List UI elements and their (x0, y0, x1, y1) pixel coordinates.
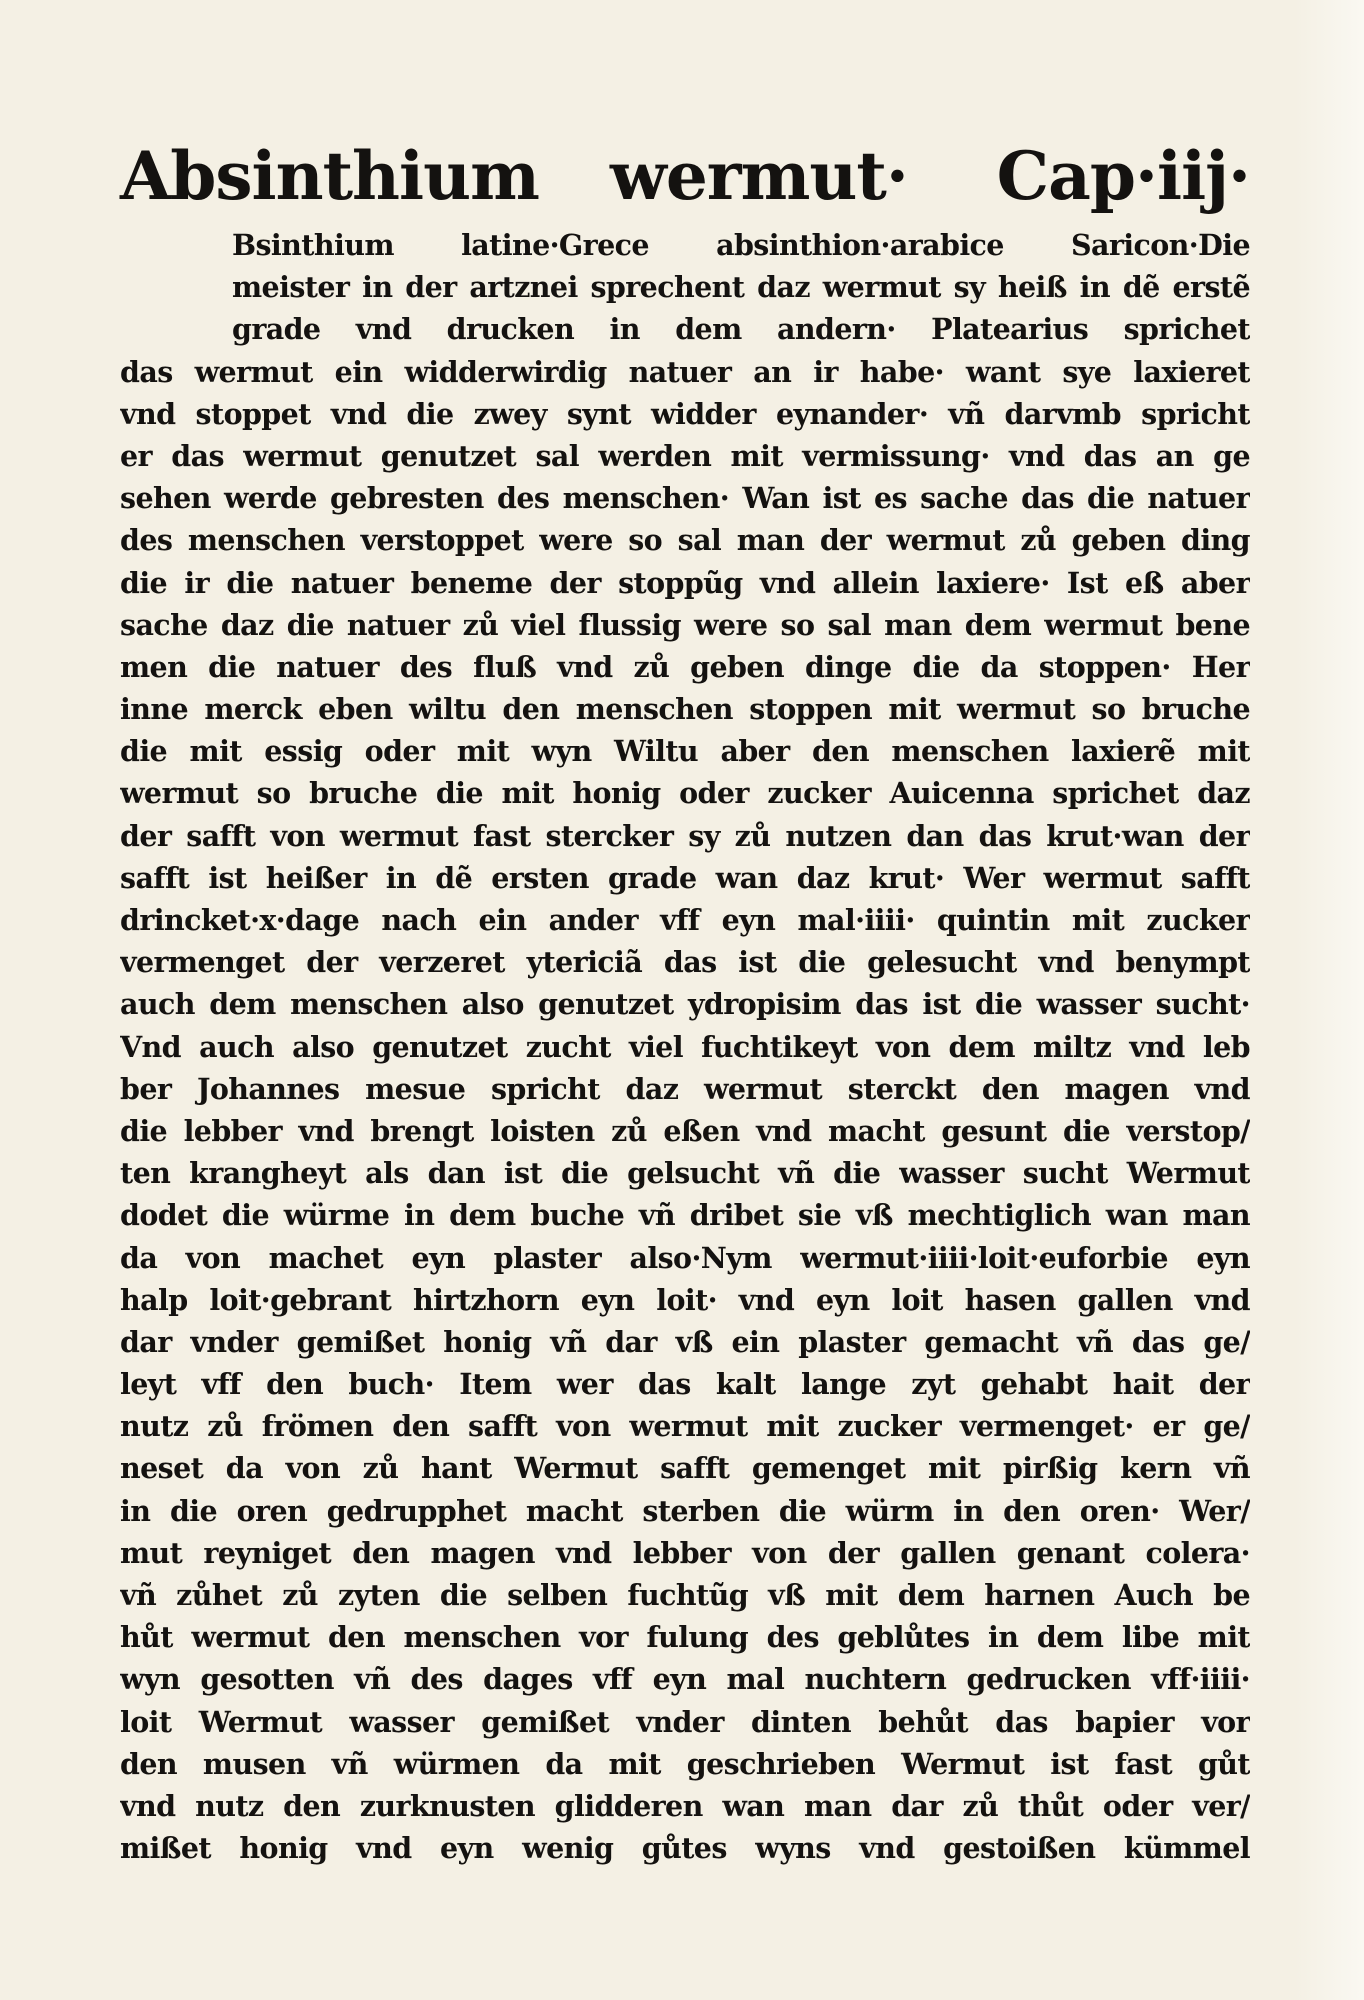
text-line: mißet honig vnd eyn wenig gůtes wyns vnd gestoißen kümmel (120, 1831, 1250, 1866)
text-line: Bsinthium latine·Grece absinthion·arabice Saricon·Die (232, 228, 1250, 262)
text-line: inne merck eben wiltu den menschen stoppen mit wermut so bruche (120, 692, 1250, 727)
text-line: sehen werde gebresten des menschen· Wan ist es sache das die natuer (120, 481, 1250, 516)
text-line: grade vnd drucken in dem andern· Platearius sprichet (232, 312, 1250, 347)
chapter-heading (120, 128, 1250, 224)
text-line: das wermut ein widderwirdig natuer an ir habe· want sye laxieret (120, 354, 1250, 389)
text-line: des menschen verstoppet were so sal man der wermut zů geben ding (120, 523, 1250, 558)
body-text (120, 224, 1250, 1869)
heading-chapter-number: Cap·iij· (996, 137, 1250, 215)
text-line: in die oren gedrupphet macht sterben die würm in den oren· Wer/ (120, 1493, 1250, 1528)
text-line: men die natuer des fluß vnd zů geben dinge die da stoppen· Her (120, 649, 1250, 684)
text-line: die ir die natuer beneme der stoppũg vnd allein laxiere· Ist eß aber (120, 565, 1250, 600)
text-line: mut reyniget den magen vnd lebber von der gallen genant colera· (120, 1535, 1250, 1570)
page-edge (1294, 0, 1364, 2000)
text-line: nutz zů frömen den safft von wermut mit zucker vermenget· er ge/ (120, 1409, 1250, 1444)
text-line: wermut so bruche die mit honig oder zucker Auicenna sprichet daz (120, 776, 1250, 811)
text-line: die lebber vnd brengt loisten zů eßen vnd macht gesunt die verstop/ (120, 1113, 1250, 1148)
text-line: neset da von zů hant Wermut safft gemenget mit pirßig kern vñ (120, 1451, 1250, 1486)
heading-title-latin: Absinthium (120, 137, 539, 215)
text-line: den musen vñ würmen da mit geschrieben Wermut ist fast gůt (120, 1746, 1250, 1781)
text-line: vnd stoppet vnd die zwey synt widder eynander· vñ darvmb spricht (120, 396, 1250, 431)
text-line: der safft von wermut fast stercker sy zů nutzen dan das krut·wan der (120, 818, 1250, 853)
text-line: wyn gesotten vñ des dages vff eyn mal nuchtern gedrucken vff·iiii· (120, 1662, 1250, 1697)
text-line: vñ zůhet zů zyten die selben fuchtũg vß mit dem harnen Auch be (120, 1578, 1250, 1612)
text-line: dar vnder gemißet honig vñ dar vß ein plaster gemacht vñ das ge/ (120, 1324, 1250, 1359)
text-line: leyt vff den buch· Item wer das kalt lange zyt gehabt hait der (120, 1367, 1250, 1402)
text-line: loit Wermut wasser gemißet vnder dinten behůt das bapier vor (120, 1704, 1250, 1739)
text-line: vermenget der verzeret ytericiã das ist die gelesucht vnd benympt (120, 945, 1250, 980)
text-line: hůt wermut den menschen vor fulung des geblůtes in dem libe mit (120, 1620, 1250, 1655)
heading-title-german: wermut· (610, 137, 908, 215)
printed-text-block (120, 128, 1250, 1869)
text-line: da von machet eyn plaster also·Nym wermut·iiii·loit·euforbie eyn (120, 1240, 1250, 1275)
text-line: meister in der artznei sprechent daz wermut sy heiß in dẽ erstẽ (232, 270, 1250, 305)
text-line: vnd nutz den zurknusten glidderen wan man dar zů thůt oder ver/ (120, 1788, 1250, 1823)
text-line: ten krangheyt als dan ist die gelsucht vñ die wasser sucht Wermut (120, 1156, 1250, 1191)
text-line: ber Johannes mesue spricht daz wermut sterckt den magen vnd (120, 1071, 1250, 1106)
text-line: Vnd auch also genutzet zucht viel fuchtikeyt von dem miltz vnd leb (120, 1029, 1250, 1064)
text-line: auch dem menschen also genutzet ydropisim das ist die wasser sucht· (120, 987, 1250, 1022)
text-line: drincket·x·dage nach ein ander vff eyn mal·iiii· quintin mit zucker (120, 903, 1250, 937)
text-line: dodet die würme in dem buche vñ dribet sie vß mechtiglich wan man (120, 1198, 1250, 1233)
text-line: sache daz die natuer zů viel flussig were so sal man dem wermut bene (120, 607, 1250, 642)
text-line: er das wermut genutzet sal werden mit vermissung· vnd das an ge (120, 438, 1250, 473)
text-line: die mit essig oder mit wyn Wiltu aber den menschen laxierẽ mit (120, 734, 1250, 769)
text-line: halp loit·gebrant hirtzhorn eyn loit· vnd eyn loit hasen gallen vnd (120, 1282, 1250, 1317)
text-line: safft ist heißer in dẽ ersten grade wan daz krut· Wer wermut safft (120, 860, 1250, 895)
